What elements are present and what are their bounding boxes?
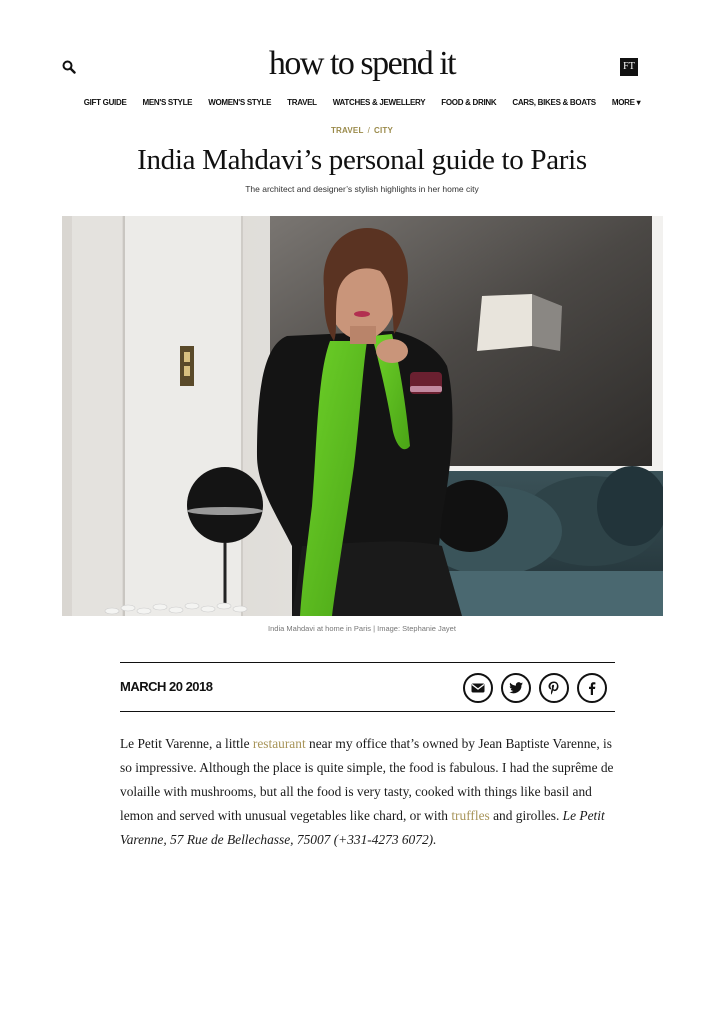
share-pinterest-button[interactable] [539, 673, 569, 703]
article-title: India Mahdavi’s personal guide to Paris [137, 144, 587, 176]
nav-item-travel[interactable]: TRAVEL [287, 98, 317, 107]
article-subtitle: The architect and designer’s stylish highlights in her home city [245, 184, 479, 194]
nav-item-womens-style[interactable]: WOMEN'S STYLE [208, 98, 272, 107]
body-text-3: and girolles. [489, 808, 563, 823]
share-buttons [463, 673, 607, 703]
facebook-icon [584, 680, 600, 696]
divider-bottom [120, 711, 615, 712]
image-caption: India Mahdavi at home in Paris | Image: Stephanie Jayet [268, 624, 456, 633]
link-restaurant[interactable]: restaurant [252, 736, 306, 751]
body-text-2: near my office that’s owned by Jean Baptiste Varenne, is so impressive. Although the place is quite simple, the food is fabulous. I had the suprême de volaille with mushrooms, but all the food is very tasty, cooked with things like basil and lemon and served with unusual vegetables like chard, or with [120, 736, 614, 823]
venue-address: Le Petit Varenne, 57 Rue de Bellechasse, 75007 (+331-4273 6072). [120, 808, 605, 847]
divider-top [120, 662, 615, 663]
twitter-icon [508, 680, 524, 696]
nav-item-food-drink[interactable]: FOOD & DRINK [441, 98, 497, 107]
breadcrumb-separator: / [367, 126, 370, 135]
nav-item-more[interactable]: MORE ▾ [611, 98, 641, 107]
share-twitter-button[interactable] [501, 673, 531, 703]
nav-item-gift-guide[interactable]: GIFT GUIDE [83, 98, 127, 107]
breadcrumb [0, 126, 724, 135]
breadcrumb-city[interactable]: CITY [374, 126, 394, 135]
main-nav [0, 98, 724, 107]
article-body [120, 732, 618, 852]
hero-photo-illustration [62, 216, 663, 616]
link-truffles[interactable]: truffles [451, 808, 490, 823]
body-text-1: Le Petit Varenne, a little [120, 736, 253, 751]
ft-logo-button[interactable]: FT [620, 58, 638, 76]
nav-item-cars-bikes-boats[interactable]: CARS, BIKES & BOATS [512, 98, 596, 107]
hero-image [62, 216, 663, 616]
breadcrumb-travel[interactable]: TRAVEL [330, 126, 364, 135]
share-facebook-button[interactable] [577, 673, 607, 703]
email-icon [470, 680, 486, 696]
site-logo[interactable]: how to spend it [268, 45, 456, 82]
nav-item-watches-jewellery[interactable]: WATCHES & JEWELLERY [332, 98, 426, 107]
share-email-button[interactable] [463, 673, 493, 703]
pinterest-icon [546, 680, 562, 696]
article-date: MARCH 20 2018 [120, 679, 213, 694]
nav-item-mens-style[interactable]: MEN'S STYLE [142, 98, 193, 107]
